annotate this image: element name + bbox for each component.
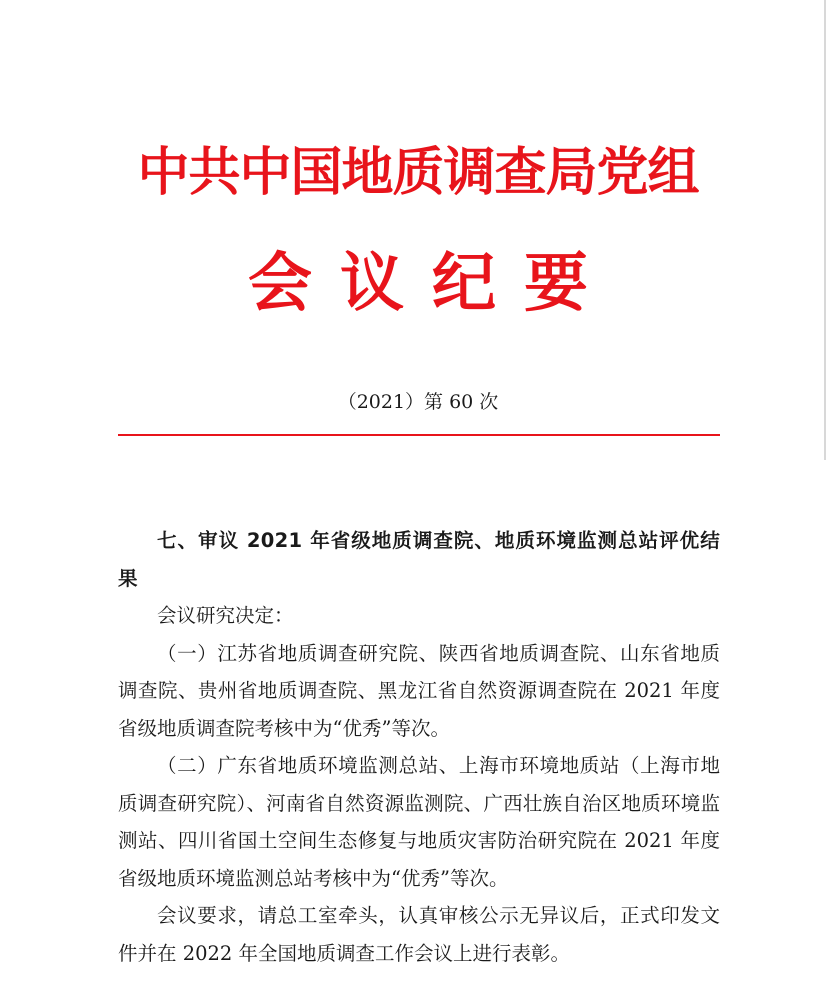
issuing-organization: 中共中国地质调查局党组: [137, 143, 699, 203]
item-two-paragraph: （二）广东省地质环境监测总站、上海市环境地质站（上海市地质调查研究院）、河南省自然资源监测院、广西壮族自治区地质环境监测站、四川省国土空间生态修复与地质灾害防治研究院在 2021 年度省级地质环境监测总站考核中为“优秀”等次。: [118, 754, 720, 890]
section-heading: 七、审议 2021 年省级地质调查院、地质环境监测总站评优结果: [118, 529, 720, 590]
document-number: （2021）第 60 次: [337, 391, 499, 413]
red-divider-line: [118, 434, 720, 436]
document-title: 会议纪要: [248, 247, 616, 321]
closing-paragraph: 会议要求，请总工室牵头，认真审核公示无异议后，正式印发文件并在 2022 年全国地质调查工作会议上进行表彰。: [118, 904, 720, 965]
item-one-paragraph: （一）江苏省地质调查研究院、陕西省地质调查院、山东省地质调查院、贵州省地质调查院、黑龙江省自然资源调查院在 2021 年度省级地质调查院考核中为“优秀”等次。: [118, 641, 720, 740]
document-body: [118, 522, 720, 972]
scan-edge-line: [824, 0, 826, 460]
intro-paragraph: 会议研究决定：: [157, 604, 294, 627]
